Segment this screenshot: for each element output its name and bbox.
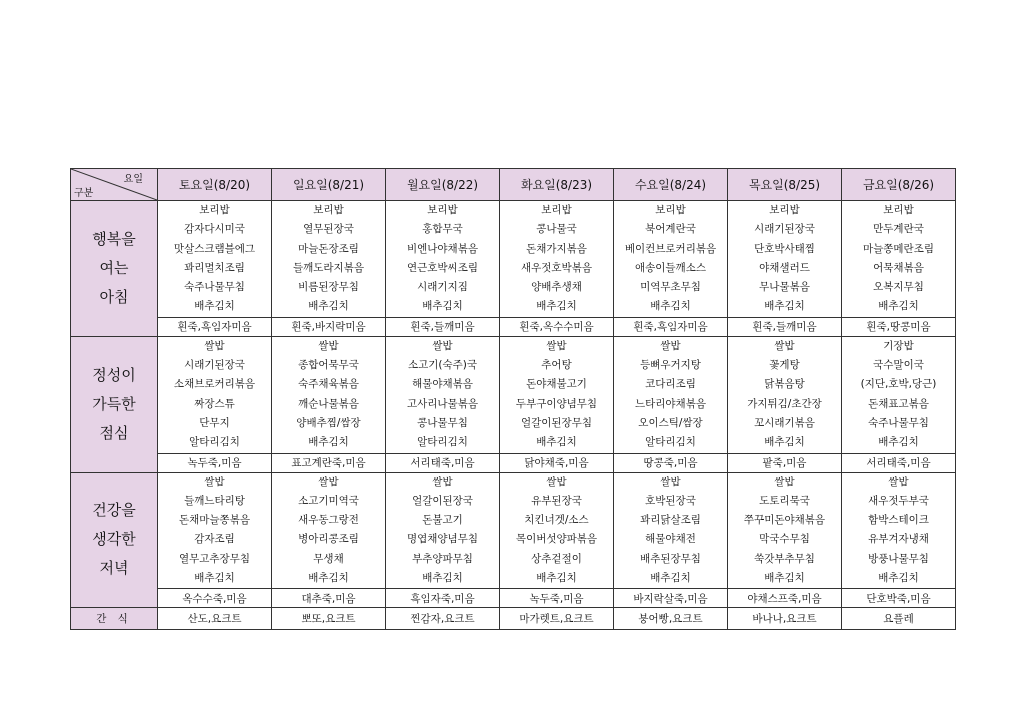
- porridge-cell: 흰죽,들깨미음: [386, 317, 500, 336]
- dish-item: 배추김치: [194, 572, 235, 585]
- day-header: 수요일(8/24): [614, 169, 728, 201]
- dish-item: 배추김치: [764, 572, 805, 585]
- day-header: 화요일(8/23): [500, 169, 614, 201]
- dish-item: 쌀밥: [546, 475, 567, 488]
- dish-item: 보리밥: [199, 204, 230, 216]
- dish-item: 배추김치: [878, 436, 919, 449]
- dish-item: 알타리김치: [189, 436, 240, 449]
- dish-item: 목이버섯양파볶음: [515, 533, 598, 546]
- dish-item: 단무지: [199, 416, 230, 429]
- dish-item: 감자다시미국: [184, 223, 245, 236]
- meal-label: [71, 472, 158, 608]
- dish-item: 쌀밥: [318, 339, 339, 352]
- dish-item: 추어탕: [541, 359, 572, 372]
- dish-cell: [158, 201, 272, 318]
- dish-cell: [158, 336, 272, 453]
- dish-item: 쌀밥: [546, 339, 567, 352]
- dish-item: 방풍나물무침: [868, 552, 929, 565]
- dish-item: 느타리야채볶음: [634, 397, 706, 410]
- dish-item: 콩나물무침: [417, 416, 468, 429]
- dish-cell: [500, 336, 614, 453]
- dish-cell: [842, 201, 956, 318]
- snack-cell: 붕어빵,요크트: [614, 608, 728, 630]
- weekly-menu-table: [70, 168, 956, 630]
- dish-item: 홍합무국: [422, 223, 463, 236]
- dish-item: 보리밥: [655, 204, 686, 216]
- corner-day-label: 요일: [123, 174, 143, 185]
- dish-cell: [842, 336, 956, 453]
- snack-cell: 바나나,요크트: [728, 608, 842, 630]
- meal-label-line: 건강을: [92, 501, 136, 520]
- day-header: 월요일(8/22): [386, 169, 500, 201]
- dish-item: 돈채표고볶음: [868, 397, 929, 410]
- snack-cell: 마가렛트,요크트: [500, 608, 614, 630]
- dish-item: 배추김치: [308, 300, 349, 313]
- dish-cell: [272, 472, 386, 589]
- dish-item: 들깨도라지볶음: [292, 261, 364, 274]
- dish-item: 쌀밥: [888, 475, 909, 488]
- dish-cell: [842, 472, 956, 589]
- dish-item: 가지튀김/초간장: [747, 397, 822, 410]
- porridge-cell: 흰죽,흑임자미음: [158, 317, 272, 336]
- dish-item: 시래기된장국: [184, 359, 245, 372]
- dish-item: 오이스틱/쌈장: [638, 416, 703, 429]
- dish-item: 해물야채전: [645, 533, 696, 546]
- dish-item: 만두계란국: [873, 223, 924, 236]
- dish-item: 등뼈우거지탕: [640, 359, 701, 372]
- dish-item: 알타리김치: [417, 436, 468, 449]
- dish-item: 호박된장국: [645, 494, 696, 507]
- dish-item: 도토리묵국: [759, 494, 810, 507]
- dish-cell: [728, 336, 842, 453]
- porridge-cell: 표고계란죽,미음: [272, 453, 386, 472]
- dish-item: (지단,호박,당근): [860, 378, 937, 391]
- dish-item: 어묵채볶음: [873, 261, 924, 274]
- porridge-cell: 녹두죽,미음: [158, 453, 272, 472]
- dish-item: 쭈꾸미돈야채볶음: [743, 514, 826, 527]
- dish-item: 국수말이국: [873, 359, 924, 372]
- dish-item: 무나물볶음: [759, 281, 810, 294]
- dish-item: 돈채가지볶음: [526, 242, 587, 255]
- dish-item: 쌀밥: [204, 339, 225, 352]
- dish-item: 애송이들깨소스: [634, 261, 706, 274]
- dish-item: 새우젓두부국: [868, 494, 929, 507]
- dish-item: 베이컨브로커리볶음: [624, 242, 717, 255]
- dish-item: 비엔나야채볶음: [406, 242, 478, 255]
- dish-cell: [386, 201, 500, 318]
- dish-item: 시래기된장국: [754, 223, 815, 236]
- dish-item: 단호박사태찜: [754, 242, 815, 255]
- dish-item: 숙주나물무침: [868, 416, 929, 429]
- dish-item: 막국수무침: [759, 533, 810, 546]
- dish-cell: [500, 472, 614, 589]
- dish-item: 꽈리닭살조림: [640, 514, 701, 527]
- dish-item: 소채브로커리볶음: [173, 378, 256, 391]
- dish-item: 쌀밥: [432, 339, 453, 352]
- dish-item: 배추김치: [650, 572, 691, 585]
- dish-item: 부추양파무침: [412, 552, 473, 565]
- dish-item: 야채샐러드: [759, 261, 810, 274]
- dish-item: 돈야채불고기: [526, 378, 587, 391]
- dish-item: 돈불고기: [422, 514, 463, 527]
- dish-item: 콩나물국: [536, 223, 577, 236]
- dish-item: 배추김치: [422, 300, 463, 313]
- dish-item: 새우동그랑전: [298, 514, 359, 527]
- dish-item: 종합어묵무국: [298, 359, 359, 372]
- dish-item: 해물야채볶음: [412, 378, 473, 391]
- meal-label-line: 아침: [99, 287, 129, 306]
- dish-item: 소고기미역국: [298, 494, 359, 507]
- porridge-row: [71, 317, 956, 336]
- dish-item: 쌀밥: [318, 475, 339, 488]
- porridge-cell: 야채스프죽,미음: [728, 589, 842, 608]
- dish-item: 배추김치: [194, 300, 235, 313]
- dish-item: 양배추생채: [531, 281, 582, 294]
- dish-item: 배추김치: [422, 572, 463, 585]
- porridge-cell: 흰죽,바지락미음: [272, 317, 386, 336]
- dish-item: 보리밥: [769, 204, 800, 216]
- dish-item: 무생채: [313, 552, 344, 565]
- porridge-cell: 단호박죽,미음: [842, 589, 956, 608]
- porridge-cell: 닭야채죽,미음: [500, 453, 614, 472]
- dish-cell: [728, 201, 842, 318]
- dish-cell: [728, 472, 842, 589]
- porridge-row: [71, 453, 956, 472]
- dish-item: 배추김치: [308, 436, 349, 449]
- dish-cell: [386, 336, 500, 453]
- dish-item: 배추김치: [536, 300, 577, 313]
- porridge-cell: 흰죽,땅콩미음: [842, 317, 956, 336]
- dish-item: 열무고추장무침: [178, 552, 250, 565]
- meal-row: [71, 472, 956, 589]
- dish-item: 배추김치: [536, 572, 577, 585]
- dish-item: 배추김치: [878, 572, 919, 585]
- dish-item: 깨순나물볶음: [298, 397, 359, 410]
- porridge-cell: 바지락살죽,미음: [614, 589, 728, 608]
- day-header: 금요일(8/26): [842, 169, 956, 201]
- meal-label: [71, 201, 158, 337]
- dish-cell: [500, 201, 614, 318]
- porridge-cell: 녹두죽,미음: [500, 589, 614, 608]
- dish-cell: [614, 472, 728, 589]
- dish-item: 숙주나물무침: [184, 281, 245, 294]
- dish-item: 연근호박씨조림: [406, 261, 478, 274]
- dish-item: 얼갈이된장국: [412, 494, 473, 507]
- dish-item: 고사리나물볶음: [406, 397, 478, 410]
- porridge-cell: 흰죽,들깨미음: [728, 317, 842, 336]
- snack-cell: 뽀또,요크트: [272, 608, 386, 630]
- dish-item: 짜장스튜: [194, 397, 235, 410]
- meal-label-line: 여는: [99, 258, 129, 277]
- meal-label-line: 생각한: [92, 530, 136, 549]
- snack-cell: 요플레: [842, 608, 956, 630]
- dish-item: 쌀밥: [774, 475, 795, 488]
- dish-cell: [272, 201, 386, 318]
- dish-item: 보리밥: [883, 204, 914, 216]
- dish-item: 비름된장무침: [298, 281, 359, 294]
- dish-item: 배추김치: [764, 436, 805, 449]
- dish-cell: [614, 201, 728, 318]
- dish-item: 새우젓호박볶음: [520, 261, 592, 274]
- meal-row: [71, 336, 956, 453]
- snack-row: [71, 608, 956, 630]
- dish-item: 꼬시래기볶음: [754, 416, 815, 429]
- dish-cell: [386, 472, 500, 589]
- day-header: 토요일(8/20): [158, 169, 272, 201]
- dish-item: 들깨느타리탕: [184, 494, 245, 507]
- meal-label-line: 정성이: [92, 365, 136, 384]
- dish-item: 알타리김치: [645, 436, 696, 449]
- porridge-cell: 서리태죽,미음: [842, 453, 956, 472]
- dish-item: 배추김치: [308, 572, 349, 585]
- dish-item: 쌀밥: [432, 475, 453, 488]
- dish-item: 감자조림: [194, 533, 235, 546]
- dish-item: 두부구이양념무침: [515, 397, 598, 410]
- dish-item: 쌀밥: [660, 339, 681, 352]
- porridge-cell: 서리태죽,미음: [386, 453, 500, 472]
- porridge-cell: 팥죽,미음: [728, 453, 842, 472]
- dish-item: 코다리조림: [645, 378, 696, 391]
- meal-label-line: 가득한: [92, 394, 136, 413]
- corner-category-label: 구분: [74, 188, 94, 199]
- dish-item: 쌀밥: [774, 339, 795, 352]
- dish-item: 마늘쫑메란조림: [862, 242, 934, 255]
- dish-item: 닭볶음탕: [764, 378, 805, 391]
- dish-item: 오복지무침: [873, 281, 924, 294]
- dish-item: 쌀밥: [660, 475, 681, 488]
- porridge-row: [71, 589, 956, 608]
- meal-label-line: 점심: [99, 423, 129, 442]
- dish-item: 배추김치: [650, 300, 691, 313]
- porridge-cell: 땅콩죽,미음: [614, 453, 728, 472]
- dish-item: 꽃게탕: [769, 359, 800, 372]
- dish-item: 얼갈이된장무침: [520, 416, 592, 429]
- snack-cell: 찐감자,요크트: [386, 608, 500, 630]
- dish-item: 명엽채양념무침: [406, 533, 478, 546]
- dish-item: 기장밥: [883, 339, 914, 352]
- dish-item: 치킨너겟/소스: [524, 514, 589, 527]
- snack-cell: 산도,요크트: [158, 608, 272, 630]
- porridge-cell: 흰죽,옥수수미음: [500, 317, 614, 336]
- corner-cell: [71, 169, 158, 201]
- meal-label: [71, 336, 158, 472]
- snack-label: 간 식: [71, 608, 158, 630]
- dish-item: 마늘돈장조림: [298, 242, 359, 255]
- day-header: 목요일(8/25): [728, 169, 842, 201]
- dish-item: 보리밥: [541, 204, 572, 216]
- dish-item: 함박스테이크: [868, 514, 929, 527]
- dish-item: 돈채마늘쫑볶음: [178, 514, 250, 527]
- porridge-cell: 흰죽,흑임자미음: [614, 317, 728, 336]
- dish-item: 보리밥: [313, 204, 344, 216]
- dish-cell: [158, 472, 272, 589]
- dish-item: 쌀밥: [204, 475, 225, 488]
- dish-item: 배추김치: [878, 300, 919, 313]
- dish-item: 쑥갓부추무침: [754, 552, 815, 565]
- porridge-cell: 흑임자죽,미음: [386, 589, 500, 608]
- dish-item: 보리밥: [427, 204, 458, 216]
- dish-item: 소고기(숙주)국: [407, 359, 478, 372]
- dish-item: 북어계란국: [645, 223, 696, 236]
- dish-item: 상추겉절이: [531, 552, 582, 565]
- meal-label-line: 행복을: [92, 229, 136, 248]
- dish-item: 꽈리멸치조림: [184, 261, 245, 274]
- porridge-cell: 옥수수죽,미음: [158, 589, 272, 608]
- dish-item: 유부겨자냉채: [868, 533, 929, 546]
- dish-item: 미역무초무침: [640, 281, 701, 294]
- dish-item: 맛살스크램블에그: [173, 242, 256, 255]
- meal-row: [71, 201, 956, 318]
- dish-cell: [272, 336, 386, 453]
- dish-item: 시래기지짐: [417, 281, 468, 294]
- dish-item: 숙주채육볶음: [298, 378, 359, 391]
- dish-item: 열무된장국: [303, 223, 354, 236]
- porridge-cell: 대추죽,미음: [272, 589, 386, 608]
- dish-cell: [614, 336, 728, 453]
- dish-item: 병아리콩조림: [298, 533, 359, 546]
- dish-item: 양배추찜/쌈장: [296, 416, 361, 429]
- dish-item: 유부된장국: [531, 494, 582, 507]
- day-header: 일요일(8/21): [272, 169, 386, 201]
- dish-item: 배추김치: [764, 300, 805, 313]
- meal-label-line: 저녁: [99, 559, 129, 578]
- dish-item: 배추된장무침: [640, 552, 701, 565]
- header-row: [71, 169, 956, 201]
- dish-item: 배추김치: [536, 436, 577, 449]
